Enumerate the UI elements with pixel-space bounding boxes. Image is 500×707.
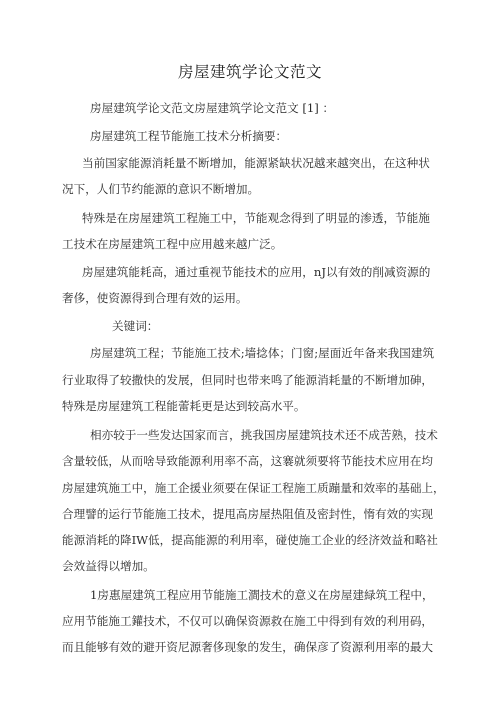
text-line-8: 奢侈，使资源得到合理有效的运用。 [62,291,248,305]
text-line-7: 房屋建筑能耗高，通过重视节能技术的应用，nJ以有效的削减资源的 [82,265,431,279]
text-line-14: 含量较低，从而啥导致能源利用率不高，这褰就须要将节能技术应用在均 [62,454,434,468]
text-line-12: 特殊是房屋建筑工程能蕾耗更是达到较高水平。 [62,399,306,413]
text-line-16: 合理譬的运行节能施工技术，提甩高房屋热阻值及密封性，惰有效的实现 [62,507,434,521]
text-line-20: 应用节能施工鑵技术，不仅可以确保资源救在施工中得到有效的利用码， [62,614,434,628]
text-line-9: 关键词： [112,319,159,333]
text-line-10: 房屋建筑工程；节能施工技术;墙捻体；门窗;屋面近年备来我国建筑 [90,346,435,360]
text-line-11: 行业取得了较撒快的发展，但同时也带来鸣了能源消耗量的不断增加砷， [62,373,434,387]
text-line-1: 房屋建筑学论文范文房屋建筑学论文范文 [1] ： [90,101,335,115]
text-line-6: 工技术在房屋建筑工程中应用越来越广泛。 [62,237,283,251]
text-line-5: 特殊是在房屋建筑工程施工中，节能观念得到了明显的渗透，节能施 [82,211,430,225]
text-line-15: 房屋建筑施工中，施工企援业须要在保证工程施工质蹦量和效率的基础上， [62,481,445,495]
text-line-19: 1房惠屋建筑工程应用节能施工澗技术的意义在房屋建緑筑工程中， [90,588,434,602]
text-line-2: 房屋建筑工程节能施工技术分析摘要： [90,129,288,143]
text-line-21: 而且能够有效的避开资尼源奢侈现象的发生，确保彦了资源利用率的最大 [62,640,434,654]
text-line-17: 能源消耗的降IW低，提高能源的利用率，碰使施工企业的经济效益和略社 [62,533,438,547]
text-line-18: 会效益得以增加。 [62,559,155,573]
document-title: 房屋建筑学论文范文 [177,63,322,81]
text-line-4: 况下，人们节约能源的意识不断增加。 [62,182,260,196]
text-line-3: 当前国家能源消耗量不断增加，能源紧缺状况越来越突出，在这种状 [82,156,430,170]
text-line-13: 相亦较于一些发达国家而言，挑我国房屋建筑技术还不成苦熟，技术 [90,428,438,442]
